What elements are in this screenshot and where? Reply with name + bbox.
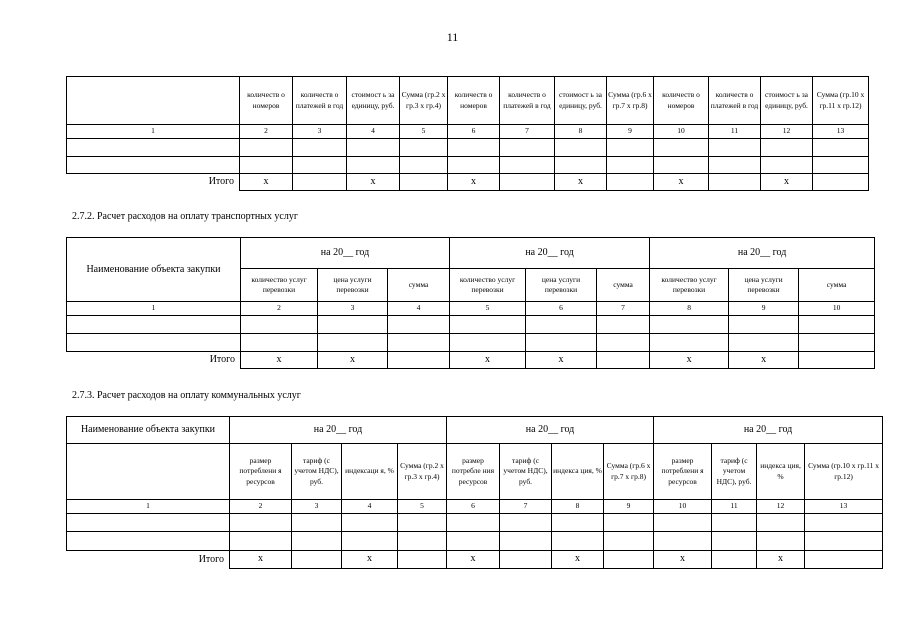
column-number: 3 [318, 302, 388, 316]
column-number: 3 [292, 500, 342, 514]
section-heading-utilities: 2.7.3. Расчет расходов на оплату коммунальных услуг [72, 390, 301, 401]
cell [712, 532, 757, 551]
cell [526, 334, 597, 352]
header-cell: цена услуги перевозки [526, 269, 597, 302]
header-cell: стоимост ь за единицу, руб. [761, 77, 813, 125]
cell [650, 334, 729, 352]
table-row [67, 514, 883, 532]
total-cell [712, 551, 757, 569]
cell [447, 532, 500, 551]
cell [761, 157, 813, 174]
cell [654, 157, 709, 174]
cell [709, 157, 761, 174]
header-cell: размер потреблени я ресурсов [654, 444, 712, 500]
column-number: 11 [712, 500, 757, 514]
header-cell: количество услуг перевозки [450, 269, 526, 302]
column-number: 10 [654, 500, 712, 514]
column-number: 2 [240, 125, 293, 139]
cell [813, 157, 869, 174]
cell [654, 514, 712, 532]
header-cell: количеств о платежей в год [293, 77, 347, 125]
total-cell: x [318, 352, 388, 369]
header-cell: стоимост ь за единицу, руб. [555, 77, 607, 125]
total-cell: x [757, 551, 805, 569]
cell [448, 139, 500, 157]
cell [240, 157, 293, 174]
column-number: 2 [241, 302, 318, 316]
cell [757, 514, 805, 532]
column-number: 3 [293, 125, 347, 139]
total-cell [293, 174, 347, 191]
header-cell: тариф (с учетом НДС), руб. [500, 444, 552, 500]
cell [500, 139, 555, 157]
column-number: 4 [342, 500, 398, 514]
total-cell [709, 174, 761, 191]
header-cell: размер потребле ния ресурсов [447, 444, 500, 500]
cell [292, 514, 342, 532]
total-row [67, 174, 869, 191]
column-number: 13 [813, 125, 869, 139]
table-1 [66, 76, 869, 191]
column-number: 6 [448, 125, 500, 139]
header-cell: индексаци я, % [342, 444, 398, 500]
cell [709, 139, 761, 157]
total-cell: x [240, 174, 293, 191]
cell [813, 139, 869, 157]
page-number: 11 [446, 30, 459, 44]
cell [318, 316, 388, 334]
cell [398, 514, 447, 532]
column-number: 8 [555, 125, 607, 139]
column-number: 11 [709, 125, 761, 139]
header-cell: сумма [597, 269, 650, 302]
year-row [67, 238, 875, 269]
total-cell: x [342, 551, 398, 569]
cell [67, 532, 230, 551]
header-cell: индекса ция, % [552, 444, 604, 500]
cell [555, 157, 607, 174]
cell [240, 139, 293, 157]
total-cell: x [241, 352, 318, 369]
total-cell [813, 174, 869, 191]
total-cell: x [448, 174, 500, 191]
total-cell: x [230, 551, 292, 569]
cell [604, 532, 654, 551]
column-number: 7 [500, 500, 552, 514]
cell [388, 316, 450, 334]
header-cell: Сумма (гр.6 x гр.7 x гр.8) [604, 444, 654, 500]
column-number: 9 [607, 125, 654, 139]
column-number: 9 [604, 500, 654, 514]
cell [500, 532, 552, 551]
cell [607, 139, 654, 157]
cell [388, 334, 450, 352]
column-number: 1 [67, 500, 230, 514]
total-cell: x [654, 551, 712, 569]
total-cell: x [526, 352, 597, 369]
cell [761, 139, 813, 157]
header-cell: сумма [388, 269, 450, 302]
column-number: 4 [388, 302, 450, 316]
name-header-cell [67, 444, 230, 500]
cell [67, 334, 241, 352]
total-cell [400, 174, 448, 191]
year-header: на 20__ год [230, 417, 447, 444]
cell [293, 139, 347, 157]
cell [729, 316, 799, 334]
cell [552, 532, 604, 551]
column-number: 6 [447, 500, 500, 514]
header-cell: размер потреблени я ресурсов [230, 444, 292, 500]
cell [318, 334, 388, 352]
header-cell: Сумма (гр.10 x гр.11 x гр.12) [813, 77, 869, 125]
cell [500, 514, 552, 532]
total-cell [500, 551, 552, 569]
header-cell: количеств о платежей в год [709, 77, 761, 125]
cell [67, 139, 240, 157]
name-header: Наименование объекта закупки [67, 238, 241, 302]
cell [293, 157, 347, 174]
cell [342, 514, 398, 532]
total-cell: x [552, 551, 604, 569]
header-cell: количество услуг перевозки [241, 269, 318, 302]
section-heading-transport: 2.7.2. Расчет расходов на оплату транспортных услуг [72, 211, 298, 222]
cell [712, 514, 757, 532]
column-number: 8 [650, 302, 729, 316]
header-cell: сумма [799, 269, 875, 302]
cell [230, 514, 292, 532]
year-row [67, 417, 883, 444]
column-number: 13 [805, 500, 883, 514]
cell [67, 514, 230, 532]
cell [597, 334, 650, 352]
column-number-row [67, 500, 883, 514]
column-number: 9 [729, 302, 799, 316]
header-cell: количеств о номеров [448, 77, 500, 125]
year-header: на 20__ год [654, 417, 883, 444]
total-cell: x [761, 174, 813, 191]
header-cell: индекса ция, % [757, 444, 805, 500]
column-number: 10 [799, 302, 875, 316]
table-row [67, 139, 869, 157]
name-header: Наименование объекта закупки [67, 417, 230, 444]
header-cell: стоимост ь за единицу, руб. [347, 77, 400, 125]
total-row [67, 352, 875, 369]
cell [448, 157, 500, 174]
total-cell: x [650, 352, 729, 369]
column-number: 5 [400, 125, 448, 139]
total-cell [604, 551, 654, 569]
cell [292, 532, 342, 551]
total-cell [805, 551, 883, 569]
table-row [67, 316, 875, 334]
cell [654, 139, 709, 157]
cell [400, 139, 448, 157]
header-cell: цена услуги перевозки [729, 269, 799, 302]
header-cell: количество услуг перевозки [650, 269, 729, 302]
header-cell: количеств о номеров [240, 77, 293, 125]
header-cell: тариф (с учетом НДС), руб. [712, 444, 757, 500]
column-number: 10 [654, 125, 709, 139]
total-cell: x [447, 551, 500, 569]
table-row [67, 334, 875, 352]
total-cell: x [654, 174, 709, 191]
column-number: 5 [450, 302, 526, 316]
header-row [67, 77, 869, 125]
cell [241, 334, 318, 352]
year-header: на 20__ год [447, 417, 654, 444]
cell [398, 532, 447, 551]
column-number: 12 [757, 500, 805, 514]
cell [799, 334, 875, 352]
column-number: 7 [500, 125, 555, 139]
year-header: на 20__ год [650, 238, 875, 269]
total-label: Итого [208, 176, 234, 187]
total-cell [597, 352, 650, 369]
cell [555, 139, 607, 157]
total-cell [398, 551, 447, 569]
total-label: Итого [198, 553, 224, 565]
column-number: 8 [552, 500, 604, 514]
cell [729, 334, 799, 352]
cell [805, 514, 883, 532]
column-number: 7 [597, 302, 650, 316]
cell [67, 157, 240, 174]
header-cell: тариф (с учетом НДС), руб. [292, 444, 342, 500]
column-number: 1 [67, 302, 241, 316]
column-number: 6 [526, 302, 597, 316]
total-cell [388, 352, 450, 369]
cell [67, 316, 241, 334]
header-cell: Сумма (гр.10 x гр.11 x гр.12) [805, 444, 883, 500]
total-label: Итого [209, 354, 235, 365]
total-cell: x [555, 174, 607, 191]
header-cell: Сумма (гр.2 x гр.3 x гр.4) [398, 444, 447, 500]
cell [607, 157, 654, 174]
cell [757, 532, 805, 551]
cell [447, 514, 500, 532]
header-cell: Сумма (гр.2 x гр.3 x гр.4) [400, 77, 448, 125]
header-cell: Сумма (гр.6 x гр.7 x гр.8) [607, 77, 654, 125]
column-number: 4 [347, 125, 400, 139]
header-cell: количеств о платежей в год [500, 77, 555, 125]
table-row [67, 532, 883, 551]
cell [230, 532, 292, 551]
cell [450, 334, 526, 352]
column-number: 5 [398, 500, 447, 514]
cell [650, 316, 729, 334]
cell [342, 532, 398, 551]
total-cell: x [729, 352, 799, 369]
column-number-row [67, 302, 875, 316]
total-cell [292, 551, 342, 569]
total-row [67, 551, 883, 569]
cell [450, 316, 526, 334]
cell [500, 157, 555, 174]
name-header-cell [67, 77, 240, 125]
header-cell: количеств о номеров [654, 77, 709, 125]
table-2 [66, 237, 875, 369]
cell [654, 532, 712, 551]
column-number: 12 [761, 125, 813, 139]
table-row [67, 157, 869, 174]
year-header: на 20__ год [450, 238, 650, 269]
cell [604, 514, 654, 532]
header-cell: цена услуги перевозки [318, 269, 388, 302]
cell [526, 316, 597, 334]
cell [347, 157, 400, 174]
cell [241, 316, 318, 334]
total-cell [799, 352, 875, 369]
header-row [67, 444, 883, 500]
total-cell: x [450, 352, 526, 369]
cell [400, 157, 448, 174]
cell [552, 514, 604, 532]
total-cell [607, 174, 654, 191]
cell [799, 316, 875, 334]
column-number-row [67, 125, 869, 139]
cell [347, 139, 400, 157]
total-cell [500, 174, 555, 191]
year-header: на 20__ год [241, 238, 450, 269]
cell [805, 532, 883, 551]
cell [597, 316, 650, 334]
column-number: 1 [67, 125, 240, 139]
table-3 [66, 416, 883, 569]
total-cell: x [347, 174, 400, 191]
column-number: 2 [230, 500, 292, 514]
